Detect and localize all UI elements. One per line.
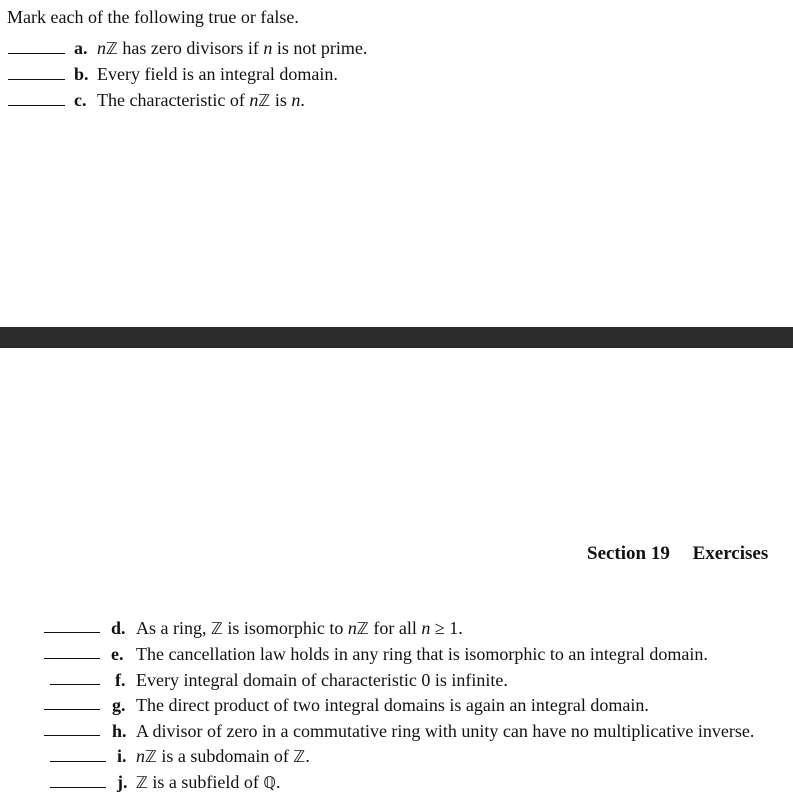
math-variable: n	[249, 90, 259, 110]
statement-text: As a ring,	[136, 618, 211, 638]
instruction-text: Mark each of the following true or false.	[7, 7, 299, 27]
statement-text: A divisor of zero in a commutative ring with unity can have no multiplicative inverse.	[136, 721, 755, 741]
item-text-f	[136, 669, 508, 691]
section-subtitle: Exercises	[692, 543, 769, 564]
item-label-g: g.	[112, 695, 126, 715]
item-text-a	[97, 37, 367, 60]
answer-blank-a[interactable]	[8, 53, 65, 54]
answer-blank-c[interactable]	[8, 105, 65, 106]
math-variable: n	[421, 618, 431, 638]
answer-blank-d[interactable]	[44, 632, 100, 633]
item-label-d: d.	[111, 618, 126, 638]
answer-blank-e[interactable]	[44, 658, 100, 659]
statement-text: is a subfield of	[147, 772, 264, 792]
math-symbol: ℤ	[211, 619, 223, 638]
statement-text: is isomorphic to	[222, 618, 348, 638]
statement-text: is a subdomain of	[156, 746, 294, 766]
answer-blank-i[interactable]	[50, 761, 106, 762]
math-symbol: ℤ	[145, 747, 157, 766]
item-text-e	[136, 643, 708, 665]
math-symbol: ℤ	[136, 773, 148, 792]
answer-blank-j[interactable]	[50, 787, 106, 788]
page-separator	[0, 327, 793, 348]
math-variable: n	[347, 618, 357, 638]
item-label-j: j.	[117, 772, 128, 792]
statement-text: The cancellation law holds in any ring that is isomorphic to an integral domain.	[136, 644, 708, 664]
item-label-b: b.	[74, 64, 89, 84]
item-text-c	[97, 89, 305, 112]
item-label-a: a.	[74, 38, 88, 58]
answer-blank-h[interactable]	[44, 735, 100, 736]
item-text-i	[136, 745, 310, 768]
statement-text: for all	[368, 618, 422, 638]
statement-text: Every field is an integral domain.	[97, 64, 338, 84]
answer-blank-g[interactable]	[44, 709, 100, 710]
statement-text: is not prime.	[272, 38, 368, 58]
item-label-c: c.	[74, 90, 87, 110]
item-text-j	[136, 771, 281, 794]
math-symbol: ℤ	[293, 747, 306, 766]
item-text-b	[97, 63, 338, 85]
statement-text: is	[270, 90, 292, 110]
item-label-h: h.	[112, 721, 127, 741]
item-text-h	[136, 720, 754, 742]
statement-text: Every integral domain of characteristic 0 is infinite.	[136, 670, 508, 690]
math-symbol: ℤ	[258, 91, 271, 110]
section-header	[587, 543, 768, 565]
math-symbol: ℚ	[263, 773, 276, 792]
statement-text: .	[276, 772, 281, 792]
statement-text: ≥ 1.	[430, 618, 463, 638]
math-variable: n	[263, 38, 273, 58]
statement-text: has zero divisors if	[117, 38, 264, 58]
statement-text: .	[305, 746, 310, 766]
answer-blank-f[interactable]	[50, 684, 100, 685]
statement-text: The direct product of two integral domains is again an integral domain.	[136, 695, 649, 715]
item-label-i: i.	[117, 746, 127, 766]
item-label-f: f.	[115, 670, 126, 690]
statement-text: .	[300, 90, 305, 110]
math-variable: n	[97, 38, 106, 58]
math-variable: n	[136, 746, 145, 766]
item-text-d	[136, 617, 463, 640]
section-title: Section 19	[587, 543, 670, 564]
math-variable: n	[291, 90, 301, 110]
math-symbol: ℤ	[356, 619, 369, 638]
answer-blank-b[interactable]	[8, 79, 65, 80]
item-text-g	[136, 694, 649, 716]
statement-text: The characteristic of	[97, 90, 250, 110]
math-symbol: ℤ	[106, 39, 118, 58]
item-label-e: e.	[111, 644, 124, 664]
